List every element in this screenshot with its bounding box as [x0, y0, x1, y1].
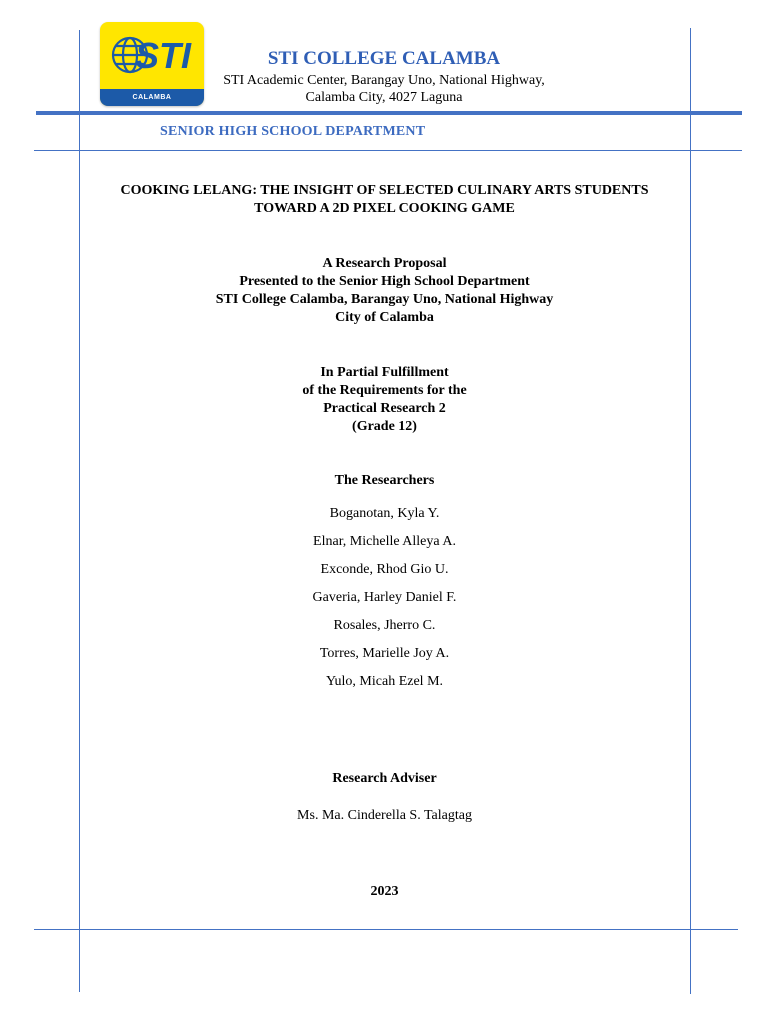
fulfillment-block: [79, 364, 690, 436]
research-title: [79, 182, 690, 218]
college-address: [196, 72, 572, 106]
globe-icon: [100, 22, 204, 89]
college-name: STI COLLEGE CALAMBA: [267, 48, 501, 69]
adviser-heading: Research Adviser: [332, 771, 437, 786]
address-line-2: Calamba City, 4027 Laguna: [305, 90, 463, 105]
adviser-name: Ms. Ma. Cinderella S. Talagtag: [297, 808, 472, 823]
fulfillment-line-2: of the Requirements for the: [302, 383, 467, 398]
sti-logo: [100, 22, 204, 106]
header-rule: [36, 111, 742, 115]
researcher-name: Rosales, Jherro C.: [333, 618, 436, 633]
proposal-line-2: Presented to the Senior High School Department: [239, 274, 530, 289]
proposal-line-3: STI College Calamba, Barangay Uno, National Highway: [215, 292, 554, 307]
proposal-block: [79, 255, 690, 327]
researcher-name: Gaveria, Harley Daniel F.: [312, 590, 457, 605]
researcher-name: Yulo, Micah Ezel M.: [325, 674, 444, 689]
department-rule: [34, 150, 742, 151]
fulfillment-line-1: In Partial Fulfillment: [320, 365, 449, 380]
title-line-2: TOWARD A 2D PIXEL COOKING GAME: [254, 201, 515, 216]
department-label: SENIOR HIGH SCHOOL DEPARTMENT: [160, 124, 426, 139]
researchers-heading: The Researchers: [334, 473, 435, 488]
researcher-name: Elnar, Michelle Alleya A.: [313, 534, 456, 549]
proposal-line-1: A Research Proposal: [322, 256, 447, 271]
footer-rule: [34, 929, 738, 930]
year-label: 2023: [370, 884, 399, 899]
proposal-line-4: City of Calamba: [335, 310, 434, 325]
right-margin-line: [690, 28, 691, 994]
logo-text: STI: [135, 35, 192, 76]
researchers-list: [79, 500, 690, 696]
logo-band-label: CALAMBA: [100, 89, 204, 106]
title-line-1: COOKING LELANG: THE INSIGHT OF SELECTED CULINARY ARTS STUDENTS: [120, 183, 649, 198]
researcher-name: Boganotan, Kyla Y.: [329, 506, 440, 521]
researcher-name: Exconde, Rhod Gio U.: [320, 562, 449, 577]
researcher-name: Torres, Marielle Joy A.: [319, 646, 450, 661]
fulfillment-line-4: (Grade 12): [352, 419, 417, 434]
address-line-1: STI Academic Center, Barangay Uno, National Highway,: [223, 73, 545, 88]
fulfillment-line-3: Practical Research 2: [323, 401, 446, 416]
